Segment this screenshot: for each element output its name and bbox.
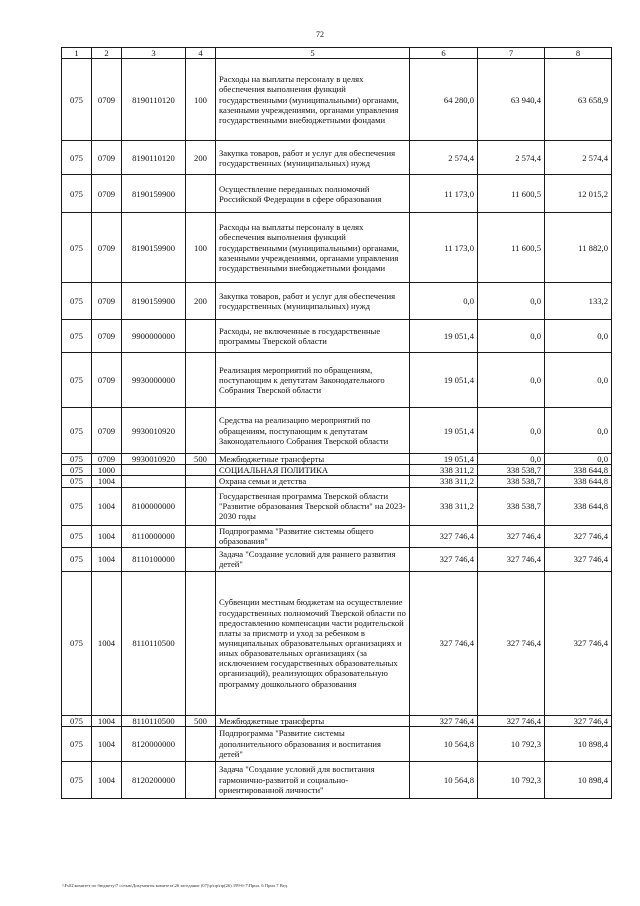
amount-year3-cell: 2 574,4 [545, 141, 612, 175]
amount-year1-cell: 327 746,4 [410, 715, 478, 726]
amount-year2-cell: 2 574,4 [478, 141, 545, 175]
amount-year2-cell: 327 746,4 [478, 547, 545, 571]
amount-year3-cell: 327 746,4 [545, 525, 612, 547]
expense-type-cell [186, 320, 216, 353]
admin-code-cell: 075 [62, 283, 92, 320]
amount-year1-cell: 11 173,0 [410, 213, 478, 283]
table-row [62, 525, 612, 547]
section-code-cell: 0709 [92, 408, 122, 454]
amount-year2-cell: 327 746,4 [478, 525, 545, 547]
expense-type-cell: 100 [186, 59, 216, 141]
description-cell: Подпрограмма "Развитие системы общего образования" [216, 525, 410, 547]
amount-year2-cell: 0,0 [478, 408, 545, 454]
amount-year3-cell: 327 746,4 [545, 715, 612, 726]
target-article-cell: 8190110120 [122, 141, 186, 175]
amount-year1-cell: 19 051,4 [410, 454, 478, 465]
section-code-cell: 1004 [92, 761, 122, 798]
expense-type-cell: 200 [186, 283, 216, 320]
target-article-cell: 8100000000 [122, 487, 186, 525]
admin-code-cell: 075 [62, 476, 92, 487]
amount-year2-cell: 10 792,3 [478, 726, 545, 761]
description-cell: Закупка товаров, работ и услуг для обеспечения государственных (муниципальных) нужд [216, 283, 410, 320]
amount-year3-cell: 10 898,4 [545, 726, 612, 761]
target-article-cell: 8190159900 [122, 175, 186, 213]
target-article-cell: 9900000000 [122, 320, 186, 353]
expense-type-cell [186, 353, 216, 408]
amount-year3-cell: 0,0 [545, 353, 612, 408]
amount-year2-cell: 338 538,7 [478, 487, 545, 525]
expense-type-cell [186, 571, 216, 715]
table-row [62, 571, 612, 715]
amount-year2-cell: 327 746,4 [478, 571, 545, 715]
amount-year1-cell: 19 051,4 [410, 408, 478, 454]
column-header: 5 [216, 48, 410, 59]
table-row [62, 320, 612, 353]
table-row [62, 761, 612, 798]
description-cell: Расходы, не включенные в государственные программы Тверской области [216, 320, 410, 353]
amount-year3-cell: 338 644,8 [545, 476, 612, 487]
column-header: 8 [545, 48, 612, 59]
amount-year3-cell: 11 882,0 [545, 213, 612, 283]
table-row [62, 715, 612, 726]
section-code-cell: 1004 [92, 476, 122, 487]
section-code-cell: 1004 [92, 525, 122, 547]
table-row [62, 141, 612, 175]
amount-year2-cell: 327 746,4 [478, 715, 545, 726]
target-article-cell: 8110100000 [122, 547, 186, 571]
admin-code-cell: 075 [62, 175, 92, 213]
expense-type-cell [186, 175, 216, 213]
table-row [62, 353, 612, 408]
section-code-cell: 0709 [92, 59, 122, 141]
section-code-cell: 0709 [92, 175, 122, 213]
amount-year1-cell: 11 173,0 [410, 175, 478, 213]
target-article-cell: 8110110500 [122, 715, 186, 726]
target-article-cell: 8120200000 [122, 761, 186, 798]
section-code-cell: 0709 [92, 141, 122, 175]
description-cell: Задача "Создание условий для воспитания гармонично-развитой и социально-ориентированной личности" [216, 761, 410, 798]
footer-file-path: \\Fs02\комитет по бюджету\7 созыв\Документы комитета\26 заседание (07)\р\пр\пр(26) 199-6-7\Прил. 6 Прил 7 Вед. [62, 883, 289, 888]
expense-type-cell: 500 [186, 454, 216, 465]
section-code-cell: 0709 [92, 213, 122, 283]
column-header: 4 [186, 48, 216, 59]
description-cell: Государственная программа Тверской области "Развитие образования Тверской области" на 2023-2030 годы [216, 487, 410, 525]
target-article-cell: 8190159900 [122, 213, 186, 283]
expense-type-cell: 100 [186, 213, 216, 283]
page-number: 72 [316, 30, 324, 39]
description-cell: Реализация мероприятий по обращениям, поступающим к депутатам Законодательного Собрания Тверской области [216, 353, 410, 408]
description-cell: Закупка товаров, работ и услуг для обеспечения государственных (муниципальных) нужд [216, 141, 410, 175]
amount-year1-cell: 64 280,0 [410, 59, 478, 141]
amount-year3-cell: 133,2 [545, 283, 612, 320]
table-row [62, 476, 612, 487]
table-row [62, 59, 612, 141]
target-article-cell: 8110110500 [122, 571, 186, 715]
admin-code-cell: 075 [62, 715, 92, 726]
admin-code-cell: 075 [62, 408, 92, 454]
description-cell: Осуществление переданных полномочий Российской Федерации в сфере образования [216, 175, 410, 213]
amount-year2-cell: 0,0 [478, 353, 545, 408]
table-row [62, 213, 612, 283]
description-cell: Межбюджетные трансферты [216, 454, 410, 465]
description-cell: Межбюджетные трансферты [216, 715, 410, 726]
expense-type-cell [186, 547, 216, 571]
section-code-cell: 1004 [92, 547, 122, 571]
admin-code-cell: 075 [62, 571, 92, 715]
table-row [62, 454, 612, 465]
table-row [62, 547, 612, 571]
amount-year2-cell: 10 792,3 [478, 761, 545, 798]
expense-type-cell [186, 761, 216, 798]
table-row [62, 175, 612, 213]
column-header: 1 [62, 48, 92, 59]
admin-code-cell: 075 [62, 353, 92, 408]
amount-year1-cell: 327 746,4 [410, 547, 478, 571]
header-row [62, 48, 612, 59]
amount-year2-cell: 0,0 [478, 454, 545, 465]
amount-year2-cell: 11 600,5 [478, 213, 545, 283]
target-article-cell: 9930000000 [122, 353, 186, 408]
table-row [62, 726, 612, 761]
expense-type-cell [186, 408, 216, 454]
amount-year3-cell: 0,0 [545, 454, 612, 465]
target-article-cell: 8190159900 [122, 283, 186, 320]
admin-code-cell: 075 [62, 59, 92, 141]
admin-code-cell: 075 [62, 141, 92, 175]
section-code-cell: 0709 [92, 353, 122, 408]
admin-code-cell: 075 [62, 454, 92, 465]
description-cell: Расходы на выплаты персоналу в целях обеспечения выполнения функций государственными (муниципальными) органами, казенными учреждениями, органами управления государственными внебюджетными фондами [216, 213, 410, 283]
amount-year1-cell: 338 311,2 [410, 487, 478, 525]
expense-type-cell [186, 525, 216, 547]
amount-year3-cell: 12 015,2 [545, 175, 612, 213]
table-row [62, 465, 612, 476]
amount-year3-cell: 338 644,8 [545, 487, 612, 525]
table-row [62, 487, 612, 525]
amount-year1-cell: 0,0 [410, 283, 478, 320]
amount-year1-cell: 19 051,4 [410, 320, 478, 353]
target-article-cell: 9930010920 [122, 408, 186, 454]
amount-year1-cell: 327 746,4 [410, 571, 478, 715]
amount-year3-cell: 0,0 [545, 320, 612, 353]
expense-type-cell [186, 465, 216, 476]
expense-type-cell [186, 726, 216, 761]
amount-year2-cell: 338 538,7 [478, 465, 545, 476]
target-article-cell [122, 465, 186, 476]
amount-year1-cell: 10 564,8 [410, 726, 478, 761]
description-cell: Подпрограмма "Развитие системы дополнительного образования и воспитания детей" [216, 726, 410, 761]
section-code-cell: 0709 [92, 283, 122, 320]
amount-year2-cell: 0,0 [478, 320, 545, 353]
admin-code-cell: 075 [62, 726, 92, 761]
amount-year3-cell: 338 644,8 [545, 465, 612, 476]
amount-year1-cell: 10 564,8 [410, 761, 478, 798]
admin-code-cell: 075 [62, 487, 92, 525]
amount-year3-cell: 0,0 [545, 408, 612, 454]
description-cell: Задача "Создание условий для раннего развития детей" [216, 547, 410, 571]
column-header: 2 [92, 48, 122, 59]
admin-code-cell: 075 [62, 320, 92, 353]
section-code-cell: 0709 [92, 454, 122, 465]
amount-year1-cell: 19 051,4 [410, 353, 478, 408]
budget-table [61, 47, 612, 799]
table-body [62, 59, 612, 799]
target-article-cell: 8110000000 [122, 525, 186, 547]
expense-type-cell [186, 476, 216, 487]
target-article-cell: 9930010920 [122, 454, 186, 465]
expense-type-cell [186, 487, 216, 525]
amount-year3-cell: 327 746,4 [545, 571, 612, 715]
amount-year1-cell: 2 574,4 [410, 141, 478, 175]
section-code-cell: 1004 [92, 487, 122, 525]
admin-code-cell: 075 [62, 761, 92, 798]
expense-type-cell: 200 [186, 141, 216, 175]
amount-year1-cell: 338 311,2 [410, 465, 478, 476]
amount-year1-cell: 327 746,4 [410, 525, 478, 547]
amount-year2-cell: 63 940,4 [478, 59, 545, 141]
amount-year1-cell: 338 311,2 [410, 476, 478, 487]
target-article-cell [122, 476, 186, 487]
amount-year3-cell: 63 658,9 [545, 59, 612, 141]
amount-year2-cell: 338 538,7 [478, 476, 545, 487]
expense-type-cell: 500 [186, 715, 216, 726]
target-article-cell: 8120000000 [122, 726, 186, 761]
admin-code-cell: 075 [62, 547, 92, 571]
amount-year3-cell: 327 746,4 [545, 547, 612, 571]
description-cell: СОЦИАЛЬНАЯ ПОЛИТИКА [216, 465, 410, 476]
column-header: 6 [410, 48, 478, 59]
section-code-cell: 1000 [92, 465, 122, 476]
description-cell: Субвенции местным бюджетам на осуществление государственных полномочий Тверской области по предоставлению компенсации части родительской платы за присмотр и уход за ребенком в муниципальных образовательных организациях и иных образовательных организациях (за исключением государственных образовательных организаций), реализующих образовательную программу дошкольного образования [216, 571, 410, 715]
description-cell: Средства на реализацию мероприятий по обращениям, поступающим к депутатам Законодательного Собрания Тверской области [216, 408, 410, 454]
section-code-cell: 1004 [92, 726, 122, 761]
description-cell: Расходы на выплаты персоналу в целях обеспечения выполнения функций государственными (муниципальными) органами, казенными учреждениями, органами управления государственными внебюджетными фондами [216, 59, 410, 141]
table-row [62, 283, 612, 320]
amount-year2-cell: 0,0 [478, 283, 545, 320]
admin-code-cell: 075 [62, 465, 92, 476]
table-row [62, 408, 612, 454]
section-code-cell: 0709 [92, 320, 122, 353]
column-header: 7 [478, 48, 545, 59]
column-header: 3 [122, 48, 186, 59]
admin-code-cell: 075 [62, 213, 92, 283]
description-cell: Охрана семьи и детства [216, 476, 410, 487]
section-code-cell: 1004 [92, 715, 122, 726]
amount-year2-cell: 11 600,5 [478, 175, 545, 213]
amount-year3-cell: 10 898,4 [545, 761, 612, 798]
target-article-cell: 8190110120 [122, 59, 186, 141]
admin-code-cell: 075 [62, 525, 92, 547]
section-code-cell: 1004 [92, 571, 122, 715]
